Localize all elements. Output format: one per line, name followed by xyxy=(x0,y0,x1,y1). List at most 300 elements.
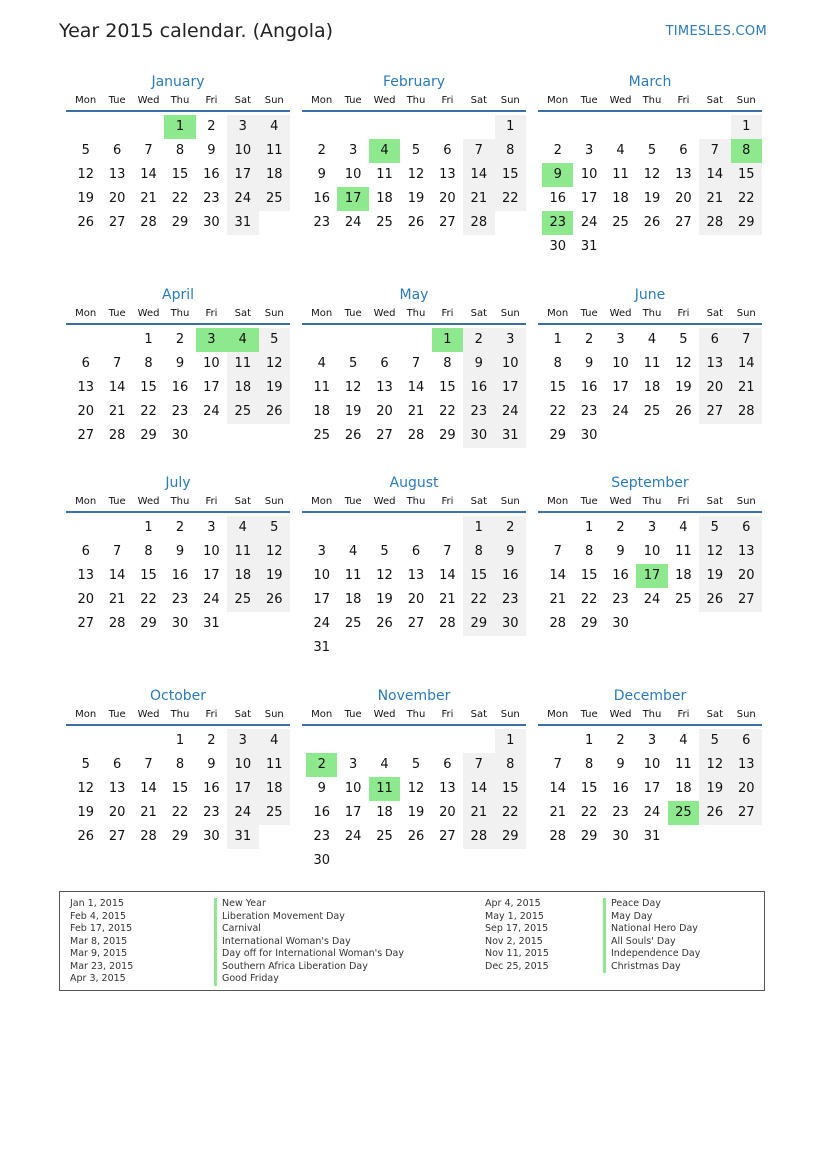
weekday-label: Fri xyxy=(677,308,690,319)
weekday-label: Sun xyxy=(736,95,756,106)
day-cell: 10 xyxy=(203,356,220,371)
weekday-label: Thu xyxy=(406,496,426,507)
day-cell: 13 xyxy=(108,167,126,182)
day-cell: 15 xyxy=(140,568,157,583)
day-cell: 19 xyxy=(77,805,94,820)
week-row xyxy=(306,588,526,612)
weekday-label: Thu xyxy=(170,709,190,720)
legend-holiday-name: Good Friday xyxy=(214,973,404,986)
day-cell: 16 xyxy=(203,167,220,182)
day-cell: 19 xyxy=(643,191,661,206)
day-cell: 19 xyxy=(259,376,290,400)
empty-cell xyxy=(731,612,762,636)
legend-holiday-name: Liberation Movement Day xyxy=(214,911,404,924)
empty-cell xyxy=(699,612,730,636)
week-row xyxy=(70,328,290,352)
day-cell: 10 xyxy=(313,568,330,583)
day-cell: 30 xyxy=(203,215,220,230)
weekday-label: Wed xyxy=(609,709,632,720)
weekday-label: Mon xyxy=(311,308,333,319)
day-cell: 9 xyxy=(317,781,326,796)
day-cell: 20 xyxy=(439,805,456,820)
day-cell: 28 xyxy=(463,211,494,235)
day-cell: 25 xyxy=(227,400,258,424)
month-name: June xyxy=(634,287,666,303)
weekday-label: Sun xyxy=(500,709,520,720)
day-cell: 3 xyxy=(348,143,358,158)
day-cell: 3 xyxy=(317,544,326,559)
weekday-label: Sun xyxy=(264,709,284,720)
weekday-label: Thu xyxy=(170,95,190,106)
day-cell: 2 xyxy=(207,119,216,134)
week-row xyxy=(542,376,762,400)
day-cell: 7 xyxy=(144,757,153,772)
day-cell: 20 xyxy=(77,404,94,419)
legend-holiday-name: International Woman's Day xyxy=(214,936,404,949)
holiday-day-cell: 9 xyxy=(542,163,573,187)
weekday-label: Sat xyxy=(706,95,724,106)
day-cell: 5 xyxy=(699,729,730,753)
weekday-label: Sat xyxy=(234,496,252,507)
day-cell: 1 xyxy=(495,729,526,753)
month-october xyxy=(66,686,290,849)
day-cell: 22 xyxy=(495,801,526,825)
empty-cell xyxy=(400,636,431,660)
day-cell: 11 xyxy=(376,167,393,182)
legend-holiday-name: National Hero Day xyxy=(603,923,700,936)
day-cell: 20 xyxy=(108,191,126,206)
week-row xyxy=(306,777,526,801)
day-cell: 27 xyxy=(699,400,730,424)
day-cell: 28 xyxy=(108,616,126,631)
day-cell: 11 xyxy=(675,544,692,559)
empty-cell xyxy=(400,115,431,139)
day-cell: 3 xyxy=(348,757,358,772)
day-cell: 18 xyxy=(344,592,362,607)
holiday-day-cell: 4 xyxy=(227,328,258,352)
day-cell: 25 xyxy=(675,592,692,607)
day-cell: 1 xyxy=(144,520,153,535)
day-cell: 5 xyxy=(259,328,290,352)
day-cell: 22 xyxy=(439,404,456,419)
day-cell: 16 xyxy=(612,781,629,796)
week-row xyxy=(542,424,762,448)
day-cell: 31 xyxy=(203,616,220,631)
legend-holiday-name: New Year xyxy=(214,898,404,911)
weekday-label: Sun xyxy=(264,95,284,106)
day-cell: 16 xyxy=(495,564,526,588)
weekday-label: Mon xyxy=(311,709,333,720)
empty-cell xyxy=(432,115,463,139)
week-row xyxy=(542,801,762,825)
day-cell: 13 xyxy=(407,568,425,583)
weekday-label: Sat xyxy=(234,95,252,106)
day-cell: 21 xyxy=(140,191,157,206)
day-cell: 2 xyxy=(616,520,625,535)
day-cell: 8 xyxy=(175,757,185,772)
weekday-label: Mon xyxy=(547,95,569,106)
week-row xyxy=(70,612,290,636)
weekday-label: Tue xyxy=(580,709,598,720)
weekday-label: Fri xyxy=(441,308,454,319)
weekday-label: Thu xyxy=(406,308,426,319)
empty-cell xyxy=(400,729,431,753)
day-cell: 30 xyxy=(612,829,629,844)
day-cell: 13 xyxy=(439,781,456,796)
day-cell: 25 xyxy=(227,588,258,612)
empty-cell xyxy=(70,115,101,139)
day-cell: 26 xyxy=(699,588,730,612)
day-cell: 24 xyxy=(344,829,362,844)
weekday-label: Thu xyxy=(406,95,426,106)
day-cell: 11 xyxy=(259,753,290,777)
day-cell: 23 xyxy=(203,805,220,820)
day-cell: 21 xyxy=(108,592,126,607)
day-cell: 30 xyxy=(171,616,189,631)
day-cell: 6 xyxy=(699,328,730,352)
day-cell: 27 xyxy=(77,616,94,631)
weekday-label: Wed xyxy=(609,496,632,507)
day-cell: 10 xyxy=(203,544,220,559)
day-cell: 30 xyxy=(313,853,330,868)
empty-cell xyxy=(70,729,101,753)
day-cell: 1 xyxy=(731,115,762,139)
weekday-label: Mon xyxy=(547,308,569,319)
month-name: September xyxy=(611,475,689,491)
empty-cell xyxy=(463,729,494,753)
day-cell: 11 xyxy=(643,356,661,371)
day-cell: 14 xyxy=(549,781,566,796)
day-cell: 6 xyxy=(443,757,452,772)
day-cell: 19 xyxy=(675,380,692,395)
week-row xyxy=(70,376,290,400)
day-cell: 15 xyxy=(171,167,189,182)
day-cell: 30 xyxy=(580,428,598,443)
weekday-label: Sat xyxy=(470,496,488,507)
empty-cell xyxy=(259,424,290,448)
week-row xyxy=(306,424,526,448)
day-cell: 12 xyxy=(407,781,425,796)
day-cell: 29 xyxy=(171,829,189,844)
week-row xyxy=(306,729,526,753)
week-row xyxy=(70,187,290,211)
day-cell: 29 xyxy=(549,428,566,443)
day-cell: 20 xyxy=(108,805,126,820)
week-row xyxy=(70,825,290,849)
week-row xyxy=(542,588,762,612)
day-cell: 28 xyxy=(549,616,566,631)
day-cell: 19 xyxy=(699,777,730,801)
week-row xyxy=(70,540,290,564)
month-name: January xyxy=(151,74,205,90)
day-cell: 12 xyxy=(699,753,730,777)
day-cell: 15 xyxy=(731,163,762,187)
day-cell: 1 xyxy=(175,733,185,748)
week-row xyxy=(70,564,290,588)
day-cell: 15 xyxy=(140,380,157,395)
weekday-label: Mon xyxy=(75,95,97,106)
day-cell: 4 xyxy=(227,516,258,540)
weekday-label: Thu xyxy=(406,709,426,720)
weekday-label: Sat xyxy=(706,308,724,319)
week-row xyxy=(70,400,290,424)
weekday-label: Sun xyxy=(736,308,756,319)
day-cell: 8 xyxy=(584,757,594,772)
empty-cell xyxy=(699,825,730,849)
day-cell: 20 xyxy=(376,404,393,419)
week-row xyxy=(542,235,762,259)
day-cell: 16 xyxy=(463,376,494,400)
site-link[interactable]: TIMESLES.COM xyxy=(665,24,767,39)
day-cell: 28 xyxy=(699,211,730,235)
holiday-day-cell: 3 xyxy=(196,328,227,352)
day-cell: 19 xyxy=(407,805,425,820)
legend-holiday-name: Peace Day xyxy=(603,898,700,911)
day-cell: 15 xyxy=(171,781,189,796)
day-cell: 6 xyxy=(81,544,90,559)
day-cell: 30 xyxy=(495,612,526,636)
empty-cell xyxy=(369,328,400,352)
day-cell: 2 xyxy=(584,332,594,347)
day-cell: 2 xyxy=(175,332,185,347)
day-cell: 14 xyxy=(108,568,126,583)
day-cell: 3 xyxy=(207,520,216,535)
weekday-header xyxy=(538,493,762,513)
week-row xyxy=(70,801,290,825)
weekday-header xyxy=(302,92,526,112)
day-cell: 29 xyxy=(731,211,762,235)
day-cell: 9 xyxy=(175,544,185,559)
day-cell: 4 xyxy=(616,143,625,158)
weekday-label: Sun xyxy=(736,496,756,507)
empty-cell xyxy=(495,849,526,873)
week-row xyxy=(306,376,526,400)
day-cell: 9 xyxy=(495,540,526,564)
day-cell: 1 xyxy=(553,332,562,347)
day-cell: 19 xyxy=(699,564,730,588)
day-cell: 26 xyxy=(77,829,94,844)
empty-cell xyxy=(636,612,667,636)
holiday-day-cell: 4 xyxy=(369,139,400,163)
day-cell: 27 xyxy=(77,428,94,443)
day-cell: 22 xyxy=(495,187,526,211)
weekday-label: Wed xyxy=(373,308,396,319)
day-cell: 7 xyxy=(443,544,452,559)
day-cell: 11 xyxy=(344,568,362,583)
day-cell: 19 xyxy=(407,191,425,206)
month-may xyxy=(302,285,526,448)
day-cell: 30 xyxy=(463,424,494,448)
day-cell: 3 xyxy=(647,520,657,535)
weekday-label: Thu xyxy=(170,496,190,507)
day-cell: 28 xyxy=(463,825,494,849)
day-cell: 31 xyxy=(227,825,258,849)
legend-holiday-name: Southern Africa Liberation Day xyxy=(214,961,404,974)
weekday-label: Tue xyxy=(580,308,598,319)
legend-dates-right xyxy=(485,898,549,973)
weekday-label: Fri xyxy=(677,709,690,720)
empty-cell xyxy=(337,729,368,753)
day-cell: 19 xyxy=(376,592,393,607)
day-cell: 24 xyxy=(227,187,258,211)
day-cell: 28 xyxy=(140,215,157,230)
week-row xyxy=(70,729,290,753)
weekday-label: Thu xyxy=(642,709,662,720)
day-cell: 6 xyxy=(112,143,122,158)
empty-cell xyxy=(133,729,164,753)
legend-names-right xyxy=(603,898,700,973)
day-cell: 24 xyxy=(495,400,526,424)
weekday-header xyxy=(302,493,526,513)
weekday-header xyxy=(538,706,762,726)
holiday-day-cell: 23 xyxy=(542,211,573,235)
day-cell: 27 xyxy=(731,801,762,825)
day-cell: 23 xyxy=(580,404,598,419)
month-name: July xyxy=(165,475,191,491)
day-cell: 30 xyxy=(612,616,629,631)
day-cell: 20 xyxy=(77,592,94,607)
day-cell: 27 xyxy=(108,215,126,230)
empty-cell xyxy=(259,612,290,636)
day-cell: 20 xyxy=(731,564,762,588)
month-name: November xyxy=(377,688,451,704)
day-cell: 6 xyxy=(81,356,90,371)
day-cell: 12 xyxy=(259,352,290,376)
day-cell: 13 xyxy=(675,167,692,182)
day-cell: 31 xyxy=(643,829,661,844)
day-cell: 5 xyxy=(81,143,90,158)
weekday-header xyxy=(66,305,290,325)
day-cell: 5 xyxy=(679,332,688,347)
weekday-label: Mon xyxy=(75,308,97,319)
day-cell: 7 xyxy=(553,757,562,772)
month-june xyxy=(538,285,762,448)
day-cell: 15 xyxy=(580,568,598,583)
day-cell: 11 xyxy=(612,167,629,182)
day-cell: 19 xyxy=(344,404,362,419)
weekday-label: Wed xyxy=(137,95,160,106)
day-cell: 27 xyxy=(439,215,456,230)
day-cell: 9 xyxy=(616,544,625,559)
legend-date: Apr 3, 2015 xyxy=(70,973,126,984)
day-cell: 28 xyxy=(407,428,425,443)
weekday-label: Tue xyxy=(108,496,126,507)
day-cell: 9 xyxy=(207,757,216,772)
day-cell: 18 xyxy=(259,777,290,801)
weekday-label: Sat xyxy=(234,709,252,720)
day-cell: 21 xyxy=(549,805,566,820)
empty-cell xyxy=(731,235,762,259)
empty-cell xyxy=(636,235,667,259)
day-cell: 13 xyxy=(439,167,456,182)
day-cell: 4 xyxy=(348,544,358,559)
empty-cell xyxy=(463,849,494,873)
weekday-label: Mon xyxy=(311,496,333,507)
day-cell: 12 xyxy=(376,568,393,583)
legend-dates-left xyxy=(70,898,133,986)
month-name: April xyxy=(162,287,194,303)
month-december xyxy=(538,686,762,849)
week-row xyxy=(542,753,762,777)
empty-cell xyxy=(369,729,400,753)
day-cell: 8 xyxy=(495,139,526,163)
day-cell: 22 xyxy=(140,592,157,607)
day-cell: 17 xyxy=(227,777,258,801)
week-row xyxy=(70,163,290,187)
empty-cell xyxy=(101,516,132,540)
day-cell: 30 xyxy=(171,428,189,443)
empty-cell xyxy=(432,516,463,540)
empty-cell xyxy=(542,115,573,139)
empty-cell xyxy=(337,115,368,139)
empty-cell xyxy=(259,211,290,235)
day-cell: 26 xyxy=(77,215,94,230)
day-cell: 21 xyxy=(108,404,126,419)
day-cell: 11 xyxy=(259,139,290,163)
day-cell: 25 xyxy=(376,829,393,844)
day-cell: 29 xyxy=(580,616,598,631)
day-cell: 28 xyxy=(549,829,566,844)
day-cell: 26 xyxy=(699,801,730,825)
legend-date: Feb 4, 2015 xyxy=(70,910,127,922)
empty-cell xyxy=(463,636,494,660)
day-cell: 18 xyxy=(376,191,393,206)
day-cell: 7 xyxy=(144,143,153,158)
day-cell: 24 xyxy=(227,801,258,825)
day-cell: 4 xyxy=(647,332,657,347)
empty-cell xyxy=(306,516,337,540)
weekday-label: Wed xyxy=(373,709,396,720)
empty-cell xyxy=(306,328,337,352)
day-cell: 15 xyxy=(495,777,526,801)
weekday-label: Wed xyxy=(137,308,160,319)
legend-holiday-name: All Souls' Day xyxy=(603,936,700,949)
day-cell: 13 xyxy=(108,781,126,796)
day-cell: 27 xyxy=(376,428,393,443)
month-february xyxy=(302,72,526,235)
empty-cell xyxy=(605,235,636,259)
day-cell: 25 xyxy=(259,801,290,825)
empty-cell xyxy=(70,328,101,352)
weekday-label: Fri xyxy=(205,496,218,507)
empty-cell xyxy=(70,516,101,540)
day-cell: 2 xyxy=(553,143,562,158)
weekday-label: Sun xyxy=(736,709,756,720)
day-cell: 8 xyxy=(553,356,562,371)
weekday-label: Sun xyxy=(500,308,520,319)
empty-cell xyxy=(337,849,368,873)
legend-date: Mar 23, 2015 xyxy=(70,960,134,972)
day-cell: 6 xyxy=(411,544,421,559)
weekday-label: Tue xyxy=(344,709,362,720)
week-row xyxy=(542,115,762,139)
day-cell: 10 xyxy=(643,757,661,772)
empty-cell xyxy=(101,328,132,352)
day-cell: 13 xyxy=(699,352,730,376)
day-cell: 4 xyxy=(259,729,290,753)
weekday-label: Sat xyxy=(470,308,488,319)
day-cell: 6 xyxy=(443,143,452,158)
weekday-label: Thu xyxy=(642,496,662,507)
day-cell: 19 xyxy=(77,191,94,206)
day-cell: 3 xyxy=(227,729,258,753)
day-cell: 29 xyxy=(171,215,189,230)
week-row xyxy=(542,211,762,235)
week-row xyxy=(306,801,526,825)
day-cell: 14 xyxy=(699,163,730,187)
day-cell: 19 xyxy=(259,564,290,588)
empty-cell xyxy=(400,849,431,873)
